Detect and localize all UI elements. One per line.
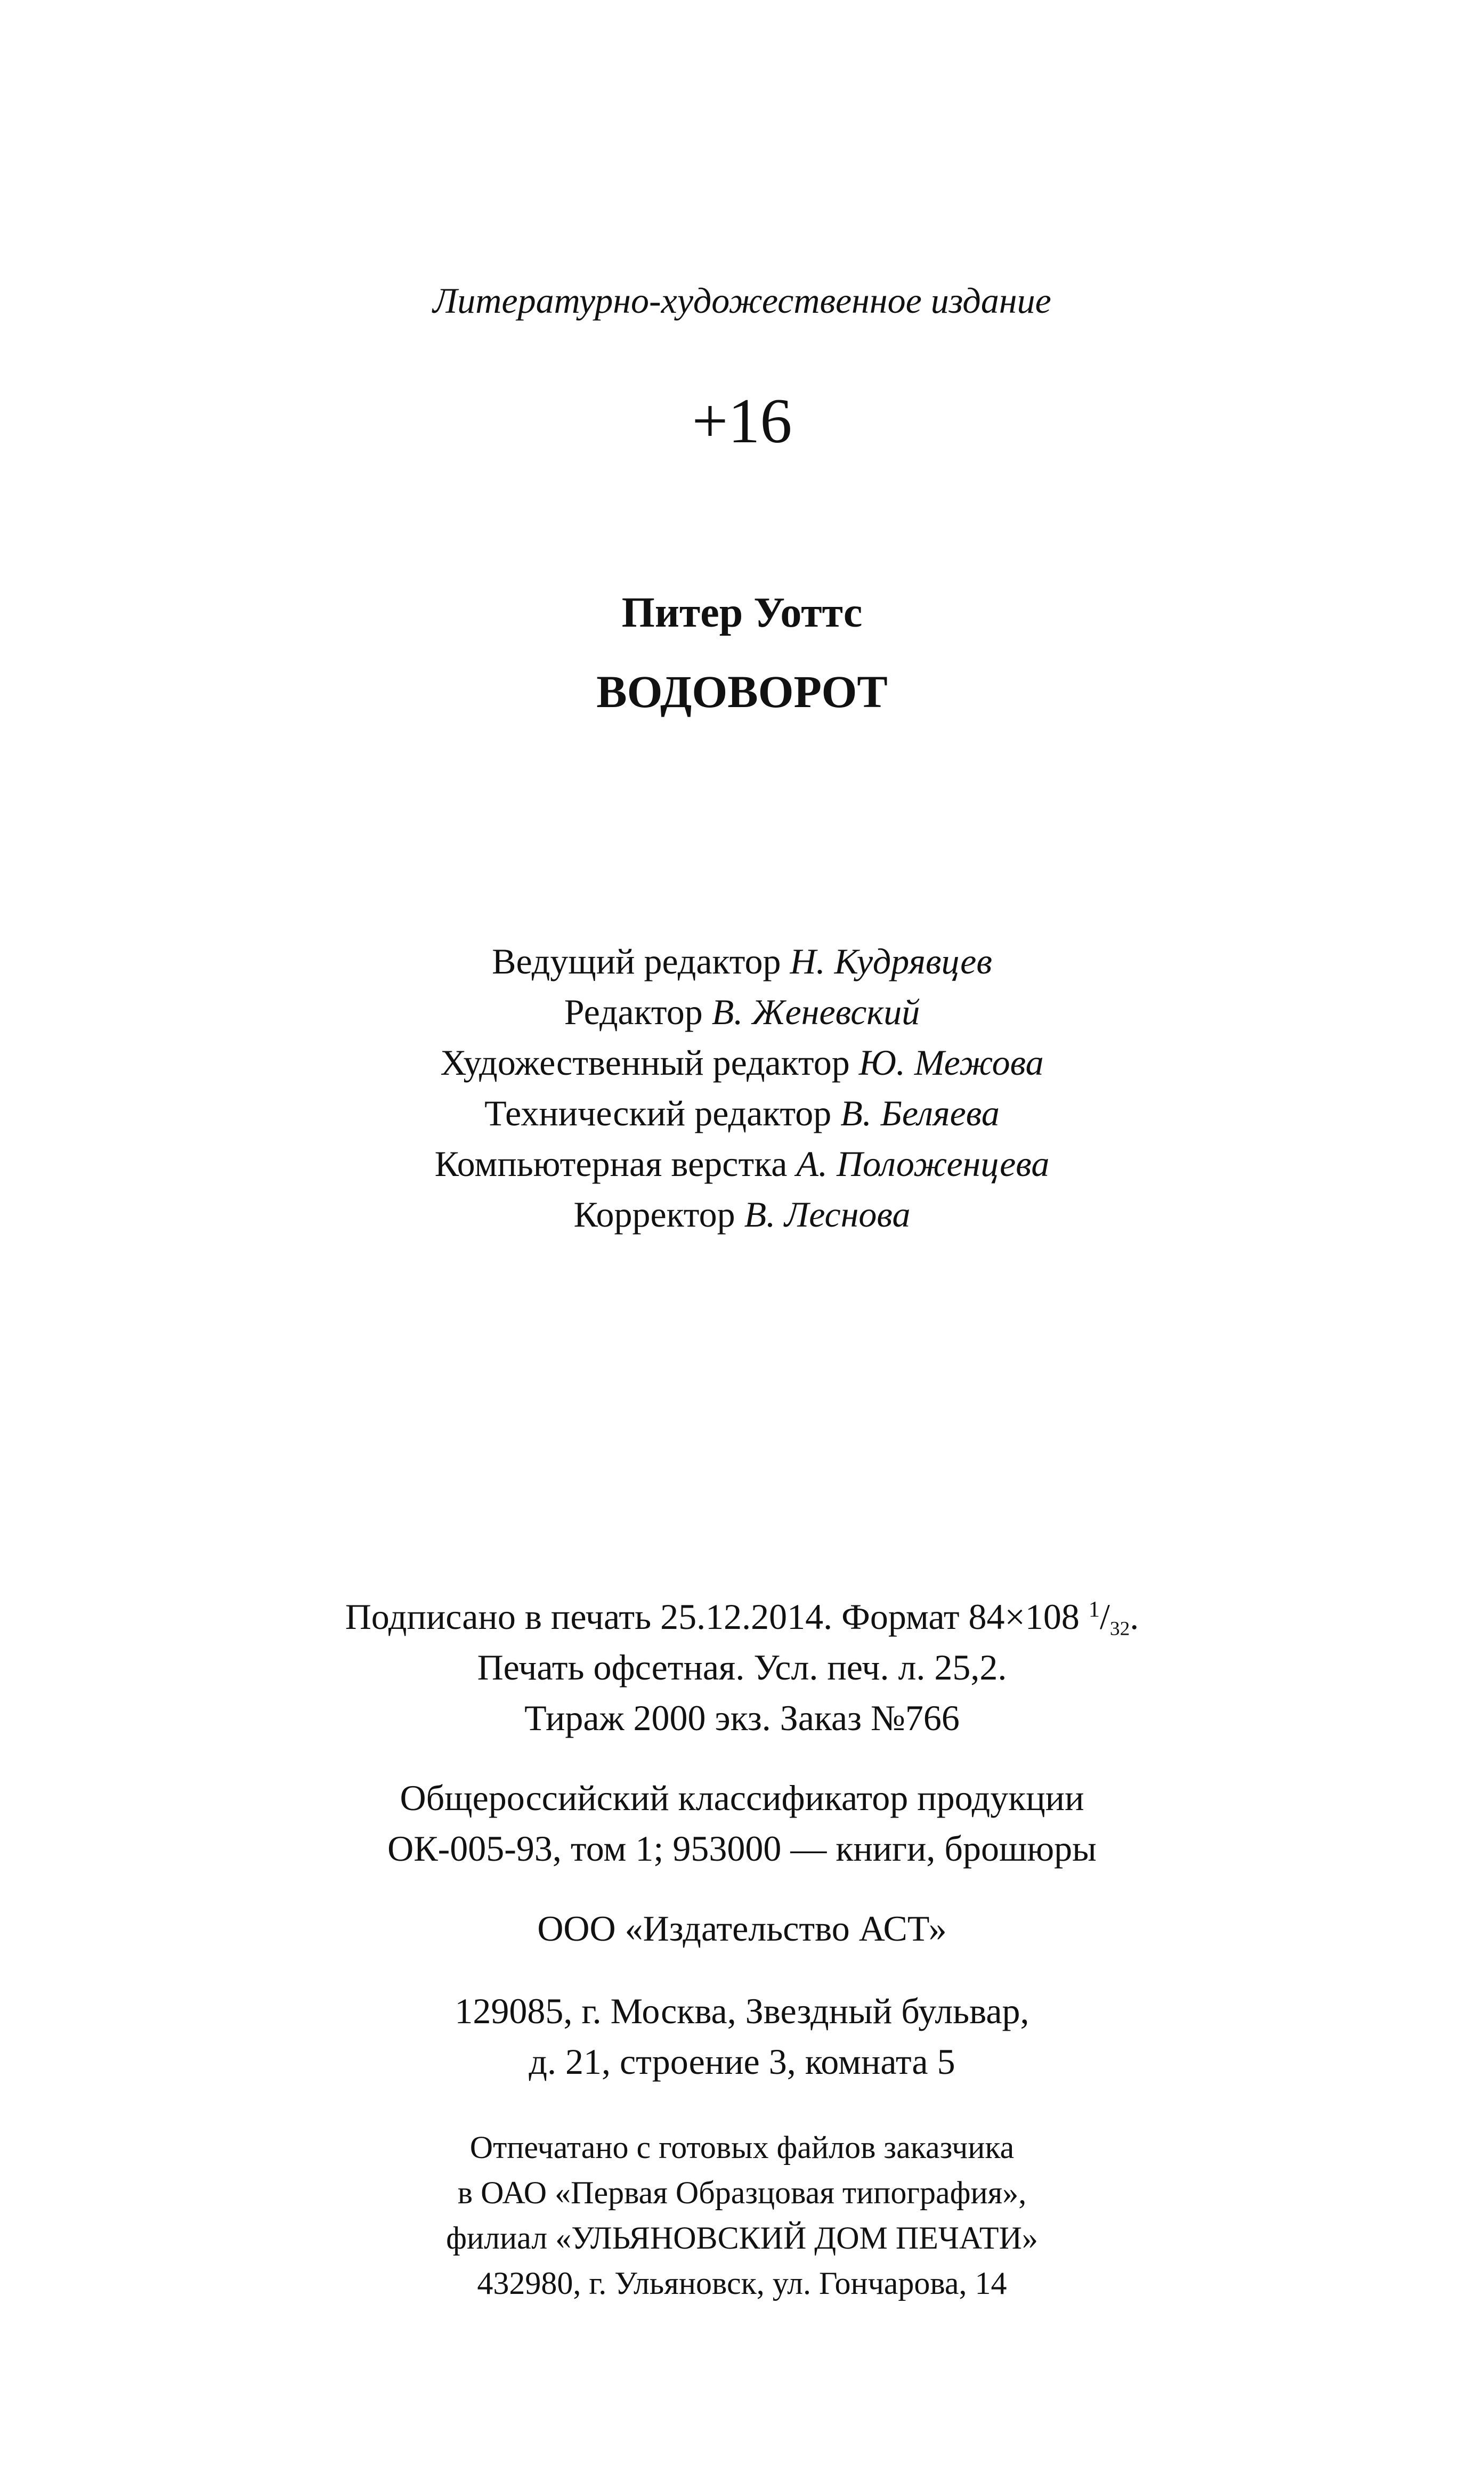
credit-name: В. Женевский (711, 992, 920, 1032)
format-fraction-slash: / (1099, 1596, 1110, 1637)
age-rating: +16 (692, 385, 792, 456)
credit-role: Ведущий редактор (492, 941, 781, 981)
credit-name: Ю. Межова (858, 1042, 1044, 1083)
credit-role: Корректор (573, 1194, 735, 1235)
credit-role: Технический редактор (484, 1093, 832, 1133)
printer-line: в ОАО «Первая Образцовая типография», (457, 2175, 1027, 2210)
credit-name: А. Положенцева (796, 1143, 1050, 1184)
address-line: 129085, г. Москва, Звездный бульвар, (455, 1991, 1029, 2031)
printer-line: филиал «УЛЬЯНОВСКИЙ ДОМ ПЕЧАТИ» (446, 2220, 1038, 2256)
print-signed-line (0, 1596, 1484, 1640)
edition-type: Литературно-художественное издание (433, 280, 1051, 321)
credit-name: Н. Кудрявцев (790, 941, 992, 981)
publisher-name: ООО «Издательство АСТ» (537, 1908, 947, 1949)
credit-role: Художественный редактор (440, 1042, 850, 1083)
printer-line: Отпечатано с готовых файлов заказчика (469, 2130, 1015, 2165)
print-signed-suffix: . (1130, 1596, 1139, 1637)
print-run-line: Тираж 2000 экз. Заказ №766 (524, 1698, 960, 1738)
credit-name: В. Леснова (744, 1194, 911, 1235)
credit-name: В. Беляева (840, 1093, 1000, 1133)
address-line: д. 21, строение 3, комната 5 (529, 2041, 955, 2082)
credit-role: Компьютерная верстка (434, 1143, 788, 1184)
book-title: ВОДОВОРОТ (596, 666, 888, 717)
classifier-line: Общероссийский классификатор продукции (400, 1778, 1084, 1818)
author-name: Питер Уоттс (621, 589, 863, 636)
print-type-line: Печать офсетная. Усл. печ. л. 25,2. (477, 1647, 1007, 1688)
printer-address-line: 432980, г. Ульяновск, ул. Гончарова, 14 (477, 2266, 1007, 2301)
credit-line (0, 1044, 1484, 1081)
classifier-code-line: ОК-005-93, том 1; 953000 — книги, брошюры (387, 1828, 1097, 1869)
format-fraction-denominator: 32 (1109, 1618, 1130, 1640)
credit-line (0, 1143, 1484, 1184)
credit-role: Редактор (564, 992, 703, 1032)
credit-line (0, 994, 1484, 1030)
credit-line (0, 1194, 1484, 1235)
print-signed-text: Подписано в печать 25.12.2014. Формат 84×108 (345, 1596, 1089, 1637)
format-fraction-numerator: 1 (1088, 1597, 1100, 1622)
credit-line (0, 943, 1484, 979)
credit-line (0, 1095, 1484, 1131)
